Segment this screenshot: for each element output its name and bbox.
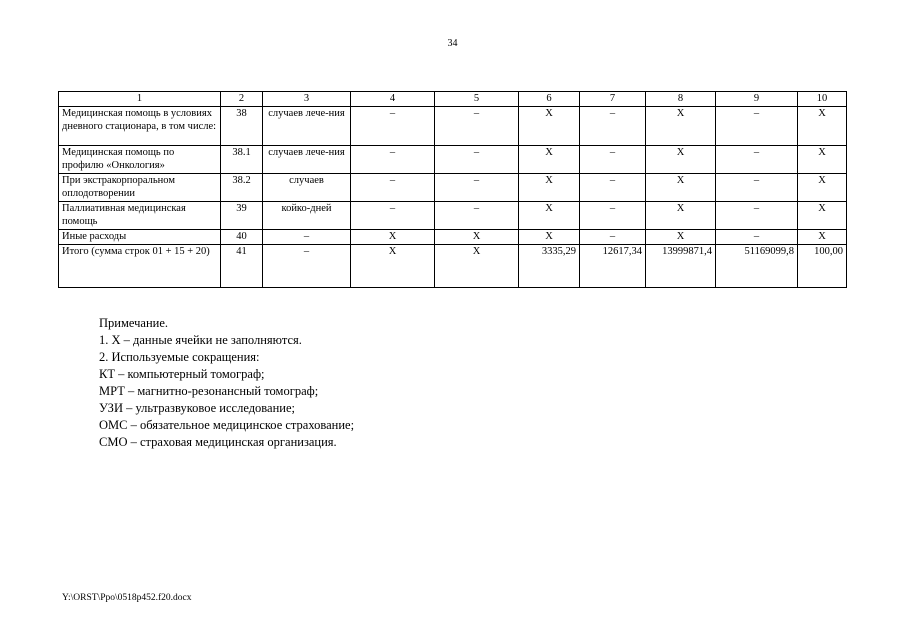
- table-row: [59, 245, 847, 288]
- page-number: 34: [447, 38, 458, 49]
- table-cell: При экстракорпоральном оплодотворении: [59, 174, 221, 202]
- column-header: 10: [798, 92, 847, 107]
- table-cell: 41: [221, 245, 263, 288]
- table-cell: –: [351, 202, 435, 230]
- table-cell: Х: [646, 174, 716, 202]
- notes-title: Примечание.: [99, 316, 169, 330]
- table-cell: койко-дней: [263, 202, 351, 230]
- table-cell: 39: [221, 202, 263, 230]
- table-cell: Х: [519, 146, 580, 174]
- table-cell: –: [716, 230, 798, 245]
- table-cell: –: [351, 146, 435, 174]
- table-cell: –: [716, 107, 798, 146]
- note-item: СМО – страховая медицинская организация.: [99, 435, 337, 449]
- column-header: 1: [59, 92, 221, 107]
- table-cell: Медицинская помощь в условиях дневного стационара, в том числе:: [59, 107, 221, 146]
- column-header: 6: [519, 92, 580, 107]
- table-cell: Х: [646, 146, 716, 174]
- table-cell: Х: [646, 202, 716, 230]
- table-cell: –: [435, 107, 519, 146]
- table-cell: 38.2: [221, 174, 263, 202]
- table-cell: 12617,34: [580, 245, 646, 288]
- table-cell: случаев: [263, 174, 351, 202]
- table-cell: Паллиативная медицинская помощь: [59, 202, 221, 230]
- table-cell: –: [580, 107, 646, 146]
- table-row: [59, 202, 847, 230]
- table-cell: –: [580, 146, 646, 174]
- table-cell: –: [716, 202, 798, 230]
- table-cell: –: [716, 146, 798, 174]
- table-cell: –: [580, 202, 646, 230]
- table-cell: Медицинская помощь по профилю «Онкология»: [59, 146, 221, 174]
- table-cell: Х: [519, 230, 580, 245]
- data-table: [58, 91, 847, 288]
- column-header: 4: [351, 92, 435, 107]
- table-cell: –: [263, 230, 351, 245]
- table-row: [59, 230, 847, 245]
- notes-block: [99, 315, 354, 451]
- note-item: МРТ – магнитно-резонансный томограф;: [99, 384, 319, 398]
- table-cell: –: [580, 230, 646, 245]
- table-cell: случаев лече-ния: [263, 107, 351, 146]
- table-header-row: [59, 92, 847, 107]
- table-row: [59, 107, 847, 146]
- table-cell: Х: [798, 146, 847, 174]
- table-cell: –: [351, 174, 435, 202]
- table-row: [59, 174, 847, 202]
- table-cell: –: [435, 146, 519, 174]
- column-header: 5: [435, 92, 519, 107]
- table-cell: 100,00: [798, 245, 847, 288]
- table-cell: 13999871,4: [646, 245, 716, 288]
- table-row: [59, 146, 847, 174]
- table-cell: Х: [646, 230, 716, 245]
- table-cell: Х: [798, 230, 847, 245]
- table-cell: Х: [519, 174, 580, 202]
- table-cell: Х: [798, 174, 847, 202]
- table-cell: Иные расходы: [59, 230, 221, 245]
- table-cell: –: [351, 107, 435, 146]
- note-item: УЗИ – ультразвуковое исследование;: [99, 401, 295, 415]
- table-cell: Итого (сумма строк 01 + 15 + 20): [59, 245, 221, 288]
- table-cell: Х: [798, 202, 847, 230]
- note-item: 1. Х – данные ячейки не заполняются.: [99, 333, 302, 347]
- column-header: 9: [716, 92, 798, 107]
- column-header: 3: [263, 92, 351, 107]
- table-cell: Х: [435, 245, 519, 288]
- note-item: ОМС – обязательное медицинское страхование;: [99, 418, 355, 432]
- table-cell: –: [580, 174, 646, 202]
- table-cell: случаев лече-ния: [263, 146, 351, 174]
- table-cell: –: [435, 202, 519, 230]
- column-header: 8: [646, 92, 716, 107]
- table-cell: –: [263, 245, 351, 288]
- table-cell: 40: [221, 230, 263, 245]
- table-cell: Х: [351, 245, 435, 288]
- table-cell: –: [716, 174, 798, 202]
- note-item: 2. Используемые сокращения:: [99, 350, 260, 364]
- column-header: 2: [221, 92, 263, 107]
- table-cell: 51169099,8: [716, 245, 798, 288]
- table-cell: 38.1: [221, 146, 263, 174]
- table-cell: 38: [221, 107, 263, 146]
- table-cell: Х: [435, 230, 519, 245]
- note-item: КТ – компьютерный томограф;: [99, 367, 265, 381]
- table-cell: Х: [646, 107, 716, 146]
- table-cell: Х: [519, 202, 580, 230]
- table-cell: Х: [798, 107, 847, 146]
- column-header: 7: [580, 92, 646, 107]
- table-cell: Х: [519, 107, 580, 146]
- table-cell: –: [435, 174, 519, 202]
- footer-file-path: Y:\ORST\Ppo\0518p452.f20.docx: [62, 593, 192, 603]
- table-cell: Х: [351, 230, 435, 245]
- table-cell: 3335,29: [519, 245, 580, 288]
